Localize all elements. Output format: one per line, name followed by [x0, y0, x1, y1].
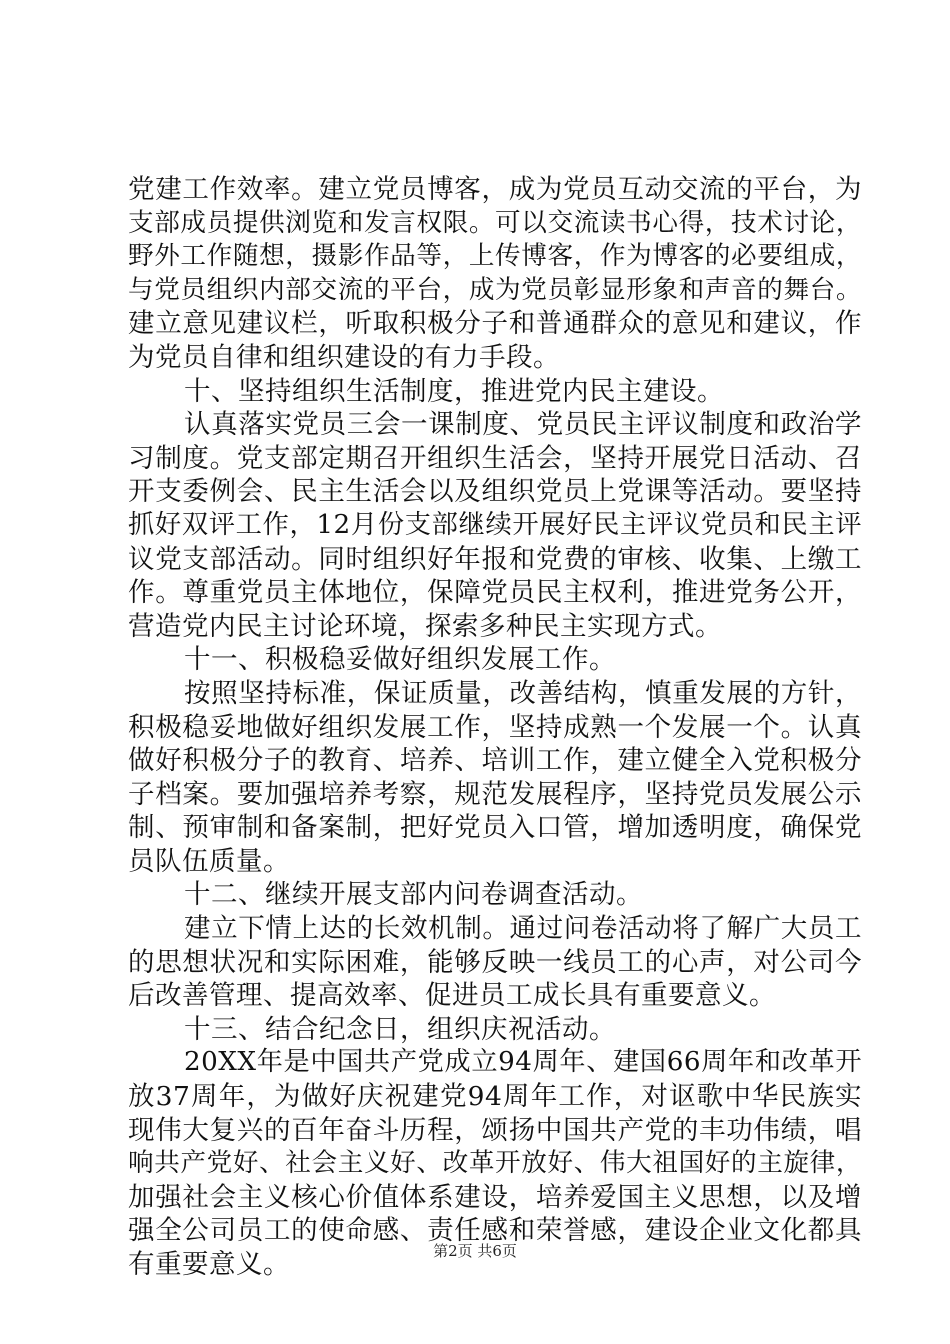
text-line: 制、预审制和备案制，把好党员入口管，增加透明度，确保党 — [128, 812, 862, 844]
text-line: 十一、积极稳妥做好组织发展工作。 — [184, 644, 616, 676]
page-footer: 第2页 共6页 — [433, 1242, 517, 1260]
text-line: 十、坚持组织生活制度，推进党内民主建设。 — [184, 375, 724, 407]
text-line: 加强社会主义核心价值体系建设，培养爱国主义思想，以及增 — [128, 1181, 862, 1213]
text-line: 做好积极分子的教育、培养、培训工作，建立健全入党积极分 — [128, 745, 862, 777]
text-line: 十二、继续开展支部内问卷调查活动。 — [184, 879, 643, 911]
text-line: 现伟大复兴的百年奋斗历程，颂扬中国共产党的丰功伟绩，唱 — [128, 1114, 862, 1146]
text-line: 子档案。要加强培养考察，规范发展程序，坚持党员发展公示 — [128, 778, 862, 810]
text-line: 认真落实党员三会一课制度、党员民主评议制度和政治学 — [184, 409, 862, 441]
text-line: 党建工作效率。建立党员博客，成为党员互动交流的平台，为 — [128, 174, 862, 205]
document-body — [128, 173, 862, 1282]
text-line: 作。尊重党员主体地位，保障党员民主权利，推进党务公开， — [128, 577, 862, 609]
text-line: 抓好双评工作，12月份支部继续开展好民主评议党员和民主评 — [128, 509, 862, 540]
text-line: 的思想状况和实际困难，能够反映一线员工的心声，对公司今 — [128, 946, 862, 978]
text-line: 放37周年，为做好庆祝建党94周年工作，对讴歌中华民族实 — [128, 1081, 862, 1113]
text-line: 开支委例会、民主生活会以及组织党员上党课等活动。要坚持 — [128, 476, 862, 508]
text-line: 按照坚持标准，保证质量，改善结构，慎重发展的方针， — [184, 677, 862, 709]
text-line: 与党员组织内部交流的平台，成为党员彰显形象和声音的舞台。 — [128, 274, 862, 305]
text-line: 建立意见建议栏，听取积极分子和普通群众的意见和建议，作 — [128, 308, 862, 340]
text-line: 后改善管理、提高效率、促进员工成长具有重要意义。 — [128, 980, 776, 1012]
text-line: 支部成员提供浏览和发言权限。可以交流读书心得，技术讨论， — [128, 207, 862, 238]
text-line: 为党员自律和组织建设的有力手段。 — [128, 341, 560, 373]
text-line: 野外工作随想，摄影作品等，上传博客，作为博客的必要组成， — [128, 241, 862, 272]
text-line: 建立下情上达的长效机制。通过问卷活动将了解广大员工 — [184, 913, 862, 945]
text-line: 强全公司员工的使命感、责任感和荣誉感，建设企业文化都具 — [128, 1215, 862, 1247]
text-line: 积极稳妥地做好组织发展工作，坚持成熟一个发展一个。认真 — [128, 711, 862, 743]
text-line: 十三、结合纪念日，组织庆祝活动。 — [184, 1013, 616, 1045]
text-line: 员队伍质量。 — [128, 845, 290, 877]
text-line: 有重要意义。 — [128, 1249, 290, 1280]
text-line: 营造党内民主讨论环境，探索多种民主实现方式。 — [128, 610, 722, 642]
text-line: 习制度。党支部定期召开组织生活会，坚持开展党日活动、召 — [128, 442, 862, 474]
text-line: 20XX年是中国共产党成立94周年、建国66周年和改革开 — [184, 1047, 862, 1078]
text-line: 议党支部活动。同时组织好年报和党费的审核、收集、上缴工 — [128, 543, 862, 575]
text-line: 响共产党好、社会主义好、改革开放好、伟大祖国好的主旋律， — [128, 1148, 862, 1179]
